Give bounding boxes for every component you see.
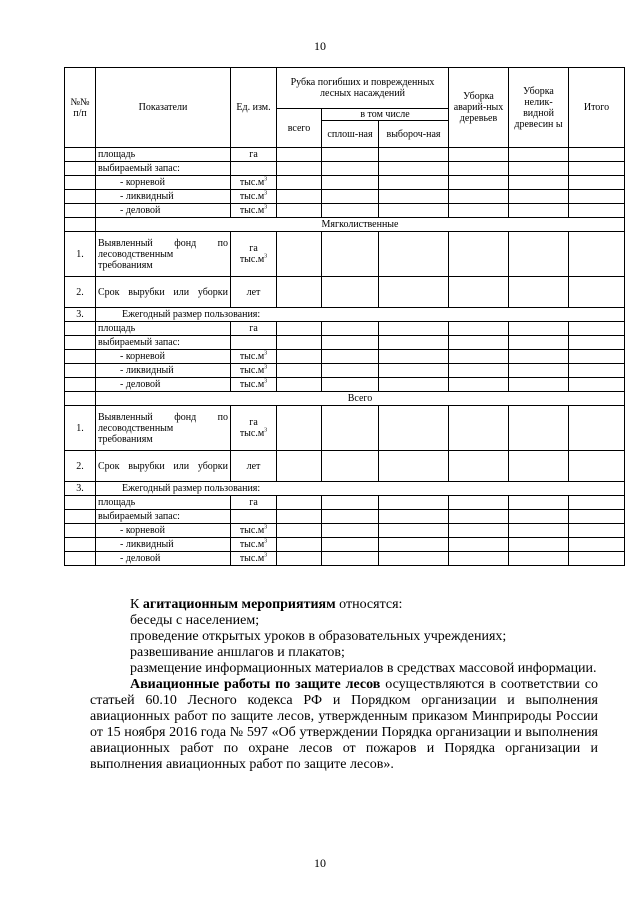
indicator-cell: Выявленный фонд по лесоводственным требованиям <box>96 406 231 451</box>
empty-cell <box>509 552 569 566</box>
unit-text: га <box>249 417 258 428</box>
unit-superscript: 3 <box>264 176 268 183</box>
empty-cell <box>379 148 449 162</box>
unit-superscript: 3 <box>264 538 268 545</box>
empty-cell <box>322 496 379 510</box>
section-title: Мягколиственные <box>96 218 625 232</box>
empty-cell <box>449 176 509 190</box>
indicator-cell: - деловой <box>96 378 231 392</box>
num-cell: 2. <box>65 277 96 308</box>
empty-cell <box>509 232 569 277</box>
num-cell <box>65 378 96 392</box>
header-including: в том числе <box>322 109 449 121</box>
num-cell <box>65 176 96 190</box>
empty-cell <box>569 510 625 524</box>
table-row <box>65 496 625 510</box>
unit-text: тыс.м <box>239 553 265 564</box>
header-felling: Рубка погибших и поврежденных лесных насаждений <box>277 68 449 109</box>
unit-text: га <box>249 149 258 160</box>
list-item: беседы с населением; <box>130 613 260 628</box>
unit-cell <box>231 406 277 451</box>
empty-cell <box>277 496 322 510</box>
unit-cell <box>231 148 277 162</box>
empty-cell <box>449 496 509 510</box>
empty-cell <box>509 322 569 336</box>
list-item: развешивание аншлагов и плакатов; <box>130 645 345 660</box>
empty-cell <box>322 232 379 277</box>
empty-cell <box>569 524 625 538</box>
empty-cell <box>569 277 625 308</box>
unit-superscript: 3 <box>264 427 268 434</box>
empty-cell <box>569 406 625 451</box>
num-cell <box>65 162 96 176</box>
section-row <box>65 392 625 406</box>
unit-cell <box>231 524 277 538</box>
unit-superscript: 3 <box>264 364 268 371</box>
table-row <box>65 308 625 322</box>
empty-cell <box>449 350 509 364</box>
page-number-bottom: 10 <box>314 856 326 870</box>
num-cell <box>65 350 96 364</box>
section-title: Всего <box>96 392 625 406</box>
table-row <box>65 364 625 378</box>
empty-cell <box>379 277 449 308</box>
empty-cell <box>277 406 322 451</box>
empty-cell <box>449 364 509 378</box>
empty-cell <box>509 378 569 392</box>
empty-cell <box>449 190 509 204</box>
unit-text: тыс.м <box>239 365 265 376</box>
empty-cell <box>569 190 625 204</box>
unit-cell <box>231 496 277 510</box>
empty-cell <box>277 176 322 190</box>
unit-superscript: 3 <box>264 190 268 197</box>
unit-cell <box>231 232 277 277</box>
empty-cell <box>277 148 322 162</box>
unit-cell <box>231 350 277 364</box>
unit-text: тыс.м <box>239 539 265 550</box>
unit-cell <box>231 190 277 204</box>
empty-cell <box>449 322 509 336</box>
unit-text: га <box>249 497 258 508</box>
num-cell <box>65 190 96 204</box>
empty-cell <box>379 524 449 538</box>
table-row <box>65 176 625 190</box>
table-row <box>65 406 625 451</box>
empty-cell <box>509 406 569 451</box>
unit-cell <box>231 510 277 524</box>
header-illiquid: Уборка нелик-видной древесин ы <box>509 68 569 148</box>
table-row <box>65 510 625 524</box>
num-cell <box>65 364 96 378</box>
empty-cell <box>379 496 449 510</box>
header-num: №№ п/п <box>65 68 96 148</box>
empty-cell <box>277 538 322 552</box>
unit-superscript: 3 <box>264 204 268 211</box>
num-cell <box>65 510 96 524</box>
table-row <box>65 552 625 566</box>
empty-cell <box>569 451 625 482</box>
unit-text: тыс.м <box>239 254 265 265</box>
empty-cell <box>509 148 569 162</box>
indicator-cell: - деловой <box>96 552 231 566</box>
empty-cell <box>449 524 509 538</box>
aviation-bold: Авиационные работы по защите лесов <box>130 677 381 692</box>
empty-cell <box>379 204 449 218</box>
empty-cell <box>322 176 379 190</box>
empty-cell <box>449 336 509 350</box>
empty-cell <box>379 336 449 350</box>
table-row <box>65 232 625 277</box>
empty-cell <box>569 552 625 566</box>
empty-cell <box>379 162 449 176</box>
table-row <box>65 378 625 392</box>
empty-cell <box>569 232 625 277</box>
empty-cell <box>277 336 322 350</box>
unit-text: га <box>249 243 258 254</box>
empty-cell <box>379 378 449 392</box>
empty-cell <box>277 322 322 336</box>
empty-cell <box>569 538 625 552</box>
empty-cell <box>322 204 379 218</box>
empty-cell <box>277 364 322 378</box>
header-selective: выбороч-ная <box>379 121 449 148</box>
empty-cell <box>322 510 379 524</box>
table-row <box>65 451 625 482</box>
empty-cell <box>569 336 625 350</box>
indicator-cell: - ликвидный <box>96 538 231 552</box>
empty-cell <box>277 378 322 392</box>
unit-text: тыс.м <box>239 525 265 536</box>
empty-cell <box>379 364 449 378</box>
unit-cell <box>231 378 277 392</box>
empty-cell <box>322 277 379 308</box>
list-item: проведение открытых уроков в образовательных учреждениях; <box>130 629 507 644</box>
empty-cell <box>277 350 322 364</box>
empty-cell <box>379 190 449 204</box>
empty-cell <box>379 406 449 451</box>
empty-cell <box>322 406 379 451</box>
unit-text: тыс.м <box>239 177 265 188</box>
empty-cell <box>509 451 569 482</box>
indicator-cell: - деловой <box>96 204 231 218</box>
empty-cell <box>379 232 449 277</box>
empty-cell <box>379 322 449 336</box>
empty-cell <box>277 451 322 482</box>
num-cell <box>65 218 96 232</box>
empty-cell <box>322 162 379 176</box>
header-emergency: Уборка аварий-ных деревьев <box>449 68 509 148</box>
num-cell <box>65 552 96 566</box>
empty-cell <box>277 190 322 204</box>
empty-cell <box>379 350 449 364</box>
unit-cell <box>231 336 277 350</box>
table-row <box>65 538 625 552</box>
list-item: размещение информационных материалов в средствах массовой информации. <box>130 661 597 676</box>
body-text <box>90 597 598 773</box>
empty-cell <box>379 176 449 190</box>
num-cell <box>65 204 96 218</box>
unit-superscript: 3 <box>264 524 268 531</box>
num-cell: 3. <box>65 308 96 322</box>
empty-cell <box>509 176 569 190</box>
table-row <box>65 322 625 336</box>
empty-cell <box>509 162 569 176</box>
header-total: Итого <box>569 68 625 148</box>
empty-cell <box>379 552 449 566</box>
header-indicators: Показатели <box>96 68 231 148</box>
empty-cell <box>569 378 625 392</box>
unit-superscript: 3 <box>264 253 268 260</box>
empty-cell <box>322 322 379 336</box>
empty-cell <box>569 176 625 190</box>
num-cell: 2. <box>65 451 96 482</box>
empty-cell <box>277 510 322 524</box>
indicator-cell: площадь <box>96 322 231 336</box>
empty-cell <box>449 406 509 451</box>
unit-cell <box>231 204 277 218</box>
empty-cell <box>449 378 509 392</box>
empty-cell <box>322 524 379 538</box>
empty-cell <box>322 538 379 552</box>
empty-cell <box>449 204 509 218</box>
empty-cell <box>277 232 322 277</box>
unit-superscript: 3 <box>264 378 268 385</box>
empty-cell <box>379 451 449 482</box>
indicator-cell: выбираемый запас: <box>96 510 231 524</box>
empty-cell <box>449 148 509 162</box>
indicator-cell: Выявленный фонд по лесоводственным требованиям <box>96 232 231 277</box>
unit-cell <box>231 364 277 378</box>
header-unit: Ед. изм. <box>231 68 277 148</box>
empty-cell <box>509 538 569 552</box>
unit-cell <box>231 322 277 336</box>
unit-text-block <box>233 428 274 439</box>
indicator-cell: площадь <box>96 148 231 162</box>
unit-text: тыс.м <box>239 428 265 439</box>
empty-cell <box>569 322 625 336</box>
empty-cell <box>449 451 509 482</box>
table-row <box>65 162 625 176</box>
empty-cell <box>509 524 569 538</box>
num-cell <box>65 524 96 538</box>
unit-text: тыс.м <box>239 205 265 216</box>
table-row <box>65 350 625 364</box>
empty-cell <box>569 496 625 510</box>
indicator-cell: - корневой <box>96 350 231 364</box>
indicator-cell: Ежегодный размер пользования: <box>96 308 625 322</box>
empty-cell <box>449 162 509 176</box>
empty-cell <box>449 510 509 524</box>
empty-cell <box>569 204 625 218</box>
empty-cell <box>509 496 569 510</box>
unit-cell <box>231 162 277 176</box>
empty-cell <box>322 350 379 364</box>
empty-cell <box>379 510 449 524</box>
indicator-cell: Ежегодный размер пользования: <box>96 482 625 496</box>
table-row <box>65 204 625 218</box>
empty-cell <box>509 190 569 204</box>
table-row <box>65 190 625 204</box>
num-cell: 3. <box>65 482 96 496</box>
unit-text: тыс.м <box>239 351 265 362</box>
table-row <box>65 148 625 162</box>
indicator-cell: площадь <box>96 496 231 510</box>
empty-cell <box>322 336 379 350</box>
unit-text: тыс.м <box>239 191 265 202</box>
unit-superscript: 3 <box>264 350 268 357</box>
empty-cell <box>509 364 569 378</box>
indicator-cell: - ликвидный <box>96 190 231 204</box>
empty-cell <box>509 510 569 524</box>
empty-cell <box>277 552 322 566</box>
empty-cell <box>277 162 322 176</box>
unit-cell: лет <box>231 277 277 308</box>
forest-indicators-table <box>64 67 625 566</box>
header-total-sub: всего <box>277 109 322 148</box>
page-number-top: 10 <box>314 39 326 53</box>
empty-cell <box>509 277 569 308</box>
empty-cell <box>509 204 569 218</box>
num-cell <box>65 336 96 350</box>
unit-text: тыс.м <box>239 379 265 390</box>
empty-cell <box>322 190 379 204</box>
empty-cell <box>277 277 322 308</box>
empty-cell <box>449 232 509 277</box>
unit-cell <box>231 538 277 552</box>
empty-cell <box>569 148 625 162</box>
indicator-cell: выбираемый запас: <box>96 336 231 350</box>
empty-cell <box>322 378 379 392</box>
empty-cell <box>379 538 449 552</box>
empty-cell <box>322 364 379 378</box>
num-cell <box>65 392 96 406</box>
header-clear: сплош-ная <box>322 121 379 148</box>
unit-cell: лет <box>231 451 277 482</box>
empty-cell <box>277 524 322 538</box>
num-cell <box>65 148 96 162</box>
indicator-cell: - ликвидный <box>96 364 231 378</box>
num-cell <box>65 538 96 552</box>
num-cell <box>65 496 96 510</box>
num-cell: 1. <box>65 406 96 451</box>
empty-cell <box>449 538 509 552</box>
agitation-bold: агитационным мероприятиям <box>142 597 336 612</box>
unit-text: га <box>249 323 258 334</box>
empty-cell <box>509 336 569 350</box>
empty-cell <box>449 552 509 566</box>
table-row <box>65 482 625 496</box>
aviation-paragraph: Авиационные работы по защите лесов осуществляются в соответствии со статьей 60.10 Лесного кодекса РФ и Порядком организации и выполнения авиационных работ по защите лесов, утвержденным приказом Минприроды России от 15 ноября 2016 года № 597 «Об утверждении Порядка организации и выполнения авиационных работ по охране лесов от пожаров и Порядка организации и выполнения авиационных работ по защите лесов». <box>90 677 598 772</box>
section-row <box>65 218 625 232</box>
indicator-cell: выбираемый запас: <box>96 162 231 176</box>
indicator-cell: - корневой <box>96 176 231 190</box>
indicator-cell: - корневой <box>96 524 231 538</box>
unit-text-block <box>233 254 274 265</box>
num-cell: 1. <box>65 232 96 277</box>
empty-cell <box>322 451 379 482</box>
table-row <box>65 524 625 538</box>
indicator-cell: Срок вырубки или уборки <box>96 277 231 308</box>
agitation-paragraph: К агитационным мероприятиям относятся: <box>130 597 403 612</box>
empty-cell <box>569 364 625 378</box>
table-row <box>65 277 625 308</box>
unit-superscript: 3 <box>264 552 268 559</box>
unit-cell <box>231 552 277 566</box>
empty-cell <box>322 552 379 566</box>
empty-cell <box>449 277 509 308</box>
empty-cell <box>509 350 569 364</box>
empty-cell <box>569 162 625 176</box>
unit-cell <box>231 176 277 190</box>
empty-cell <box>277 204 322 218</box>
empty-cell <box>569 350 625 364</box>
num-cell <box>65 322 96 336</box>
indicator-cell: Срок вырубки или уборки <box>96 451 231 482</box>
empty-cell <box>322 148 379 162</box>
table-row <box>65 336 625 350</box>
